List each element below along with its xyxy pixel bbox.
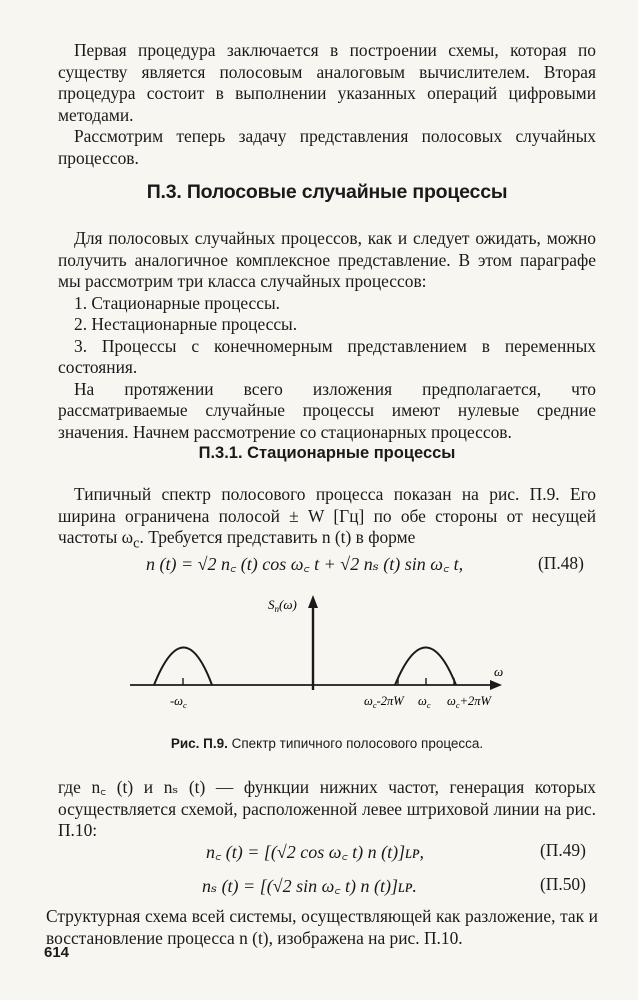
equation-50: nₛ (t) = [(√2 sin ω꜀ t) n (t)]ʟᴘ. xyxy=(202,876,417,896)
figure-caption-text: Спектр типичного полосового процесса. xyxy=(227,736,484,751)
tick-label-upper-edge: $\omega_c+2\pi W$ xyxy=(447,694,491,710)
subsection-block xyxy=(58,484,596,555)
equation-49: n꜀ (t) = [(√2 cos ω꜀ t) n (t)]ʟᴘ, xyxy=(206,842,425,862)
subsection-title: П.3.1. Стационарные процессы xyxy=(198,444,456,462)
subsection-text-tail: . Требуется представить n (t) в форме xyxy=(139,527,416,547)
spectrum-figure xyxy=(110,590,530,720)
list-item: 1. Стационарные процессы. xyxy=(74,292,281,313)
intro-paragraph-1: Первая процедура заключается в построении схемы, которая по существу является полосовым аналоговым вычислителем. Вторая процедура состоит в выполнении указанных операций цифровыми методами. xyxy=(58,40,596,125)
page-number: 614 xyxy=(44,944,70,961)
spectrum-axis-label: $S_n(\omega)$ xyxy=(268,597,297,614)
figure-caption xyxy=(58,736,596,751)
section-title: П.3. Полосовые случайные процессы xyxy=(146,181,508,203)
equation-50-number: (П.50) xyxy=(540,874,586,894)
section-block xyxy=(58,228,596,443)
frequency-axis-label: ω xyxy=(494,664,504,679)
tick-label-neg-carrier: $-\omega_c$ xyxy=(170,694,187,710)
section-paragraph-1: Для полосовых случайных процессов, как и следует ожидать, можно получить аналогичное комплексное представление. В этом параграфе мы рассмотрим три класса случайных процессов: xyxy=(58,228,596,291)
list-item: 2. Нестационарные процессы. xyxy=(74,314,298,334)
after-figure-block xyxy=(58,777,596,842)
closing-paragraph: Структурная схема всей системы, осуществляющей как разложение, так и восстановление процесса n (t), изображена на рис. П.10. xyxy=(46,906,598,948)
tick-label-lower-edge: $\omega_c-2\pi W$ xyxy=(364,694,404,710)
class-list xyxy=(58,293,596,379)
equation-49-number: (П.49) xyxy=(540,840,586,860)
carrier-subscript: c xyxy=(133,535,140,552)
closing-block xyxy=(46,906,598,949)
subsection-paragraph-1 xyxy=(58,484,596,555)
section-paragraph-2: На протяжении всего изложения предполагается, что рассматриваемые случайные процессы имеют нулевые средние значения. Начнем рассмотрение со стационарных процессов. xyxy=(58,378,596,442)
figure-caption-number: Рис. П.9. xyxy=(170,736,228,751)
tick-label-carrier: $\omega_c$ xyxy=(418,694,431,710)
equation-48: n (t) = √2 n꜀ (t) cos ω꜀ t + √2 nₛ (t) sin ω꜀ t, xyxy=(146,554,464,574)
list-item: 3. Процессы с конечномерным представлением в переменных состояния. xyxy=(58,335,596,377)
subsection-text: Типичный спектр полосового процесса показан на рис. П.9. Его ширина ограничена полосой ± W [Гц] по обе стороны от несущей частоты ω xyxy=(58,484,596,547)
frequency-axis-arrow xyxy=(490,680,502,690)
spectrum-axis-arrow xyxy=(308,595,318,608)
after-figure-paragraph: где n꜀ (t) и nₛ (t) — функции нижних частот, генерация которых осуществляется схемой, расположенной левее штриховой линии на рис. П.10: xyxy=(58,777,596,840)
intro-block xyxy=(58,40,596,169)
intro-paragraph-2: Рассмотрим теперь задачу представления полосовых случайных процессов. xyxy=(58,126,596,168)
equation-48-number: (П.48) xyxy=(538,553,584,573)
